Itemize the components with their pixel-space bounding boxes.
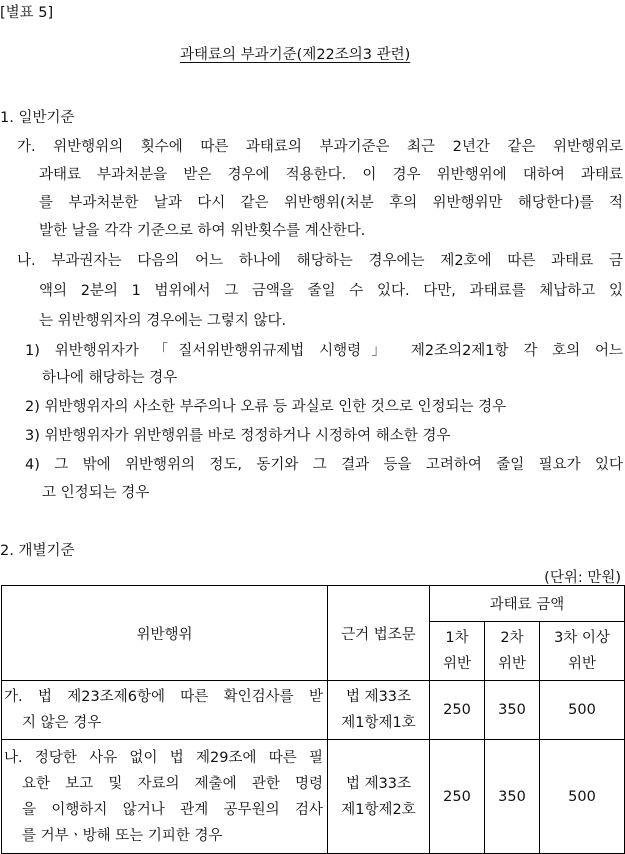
header-first-violation: 1차 위반 <box>430 622 485 681</box>
general-na-line: 액의 2분의 1 범위에서 그 금액을 줄일 수 있다. 다만, 과태료를 체납하고 있 <box>39 283 623 299</box>
basis-cell: 법 제33조 제1항제1호 <box>328 681 430 740</box>
reduction-item-1-cont: 하나에 해당하는 경우 <box>42 370 178 386</box>
fee-first-cell: 250 <box>430 740 485 854</box>
general-ga-line: 발한 날을 각각 기준으로 하여 위반횟수를 계산한다. <box>39 223 366 239</box>
reduction-item-4-cont: 고 인정되는 경우 <box>42 485 150 501</box>
fee-second-cell: 350 <box>485 681 540 740</box>
violation-cell: 가. 법 제23조제6항에 따른 확인검사를 받 지 않은 경우 <box>2 681 328 740</box>
general-ga-line: 가. 위반행위의 횟수에 따른 과태료의 부과기준은 최근 2년간 같은 위반행위로 <box>17 139 623 155</box>
table-row <box>2 740 625 854</box>
fee-third-cell: 500 <box>540 681 625 740</box>
header-basis: 근거 법조문 <box>328 586 430 681</box>
reduction-item-2: 2) 위반행위자의 사소한 부주의나 오류 등 과실로 인한 것으로 인정되는 경우 <box>25 399 507 415</box>
header-violation: 위반행위 <box>2 586 328 681</box>
general-na-line: 는 위반행위자의 경우에는 그렇지 않다. <box>39 313 287 329</box>
page-title: 과태료의 부과기준(제22조의3 관련) <box>180 47 411 63</box>
fee-first-cell: 250 <box>430 681 485 740</box>
reduction-item-4: 4) 그 밖에 위반행위의 정도, 동기와 그 결과 등을 고려하여 줄일 필요가 있다 <box>25 457 623 473</box>
fee-second-cell: 350 <box>485 740 540 854</box>
reduction-item-1: 1) 위반행위자가 「질서위반행위규제법 시행령」 제2조의2제1항 각 호의 어느 <box>25 343 623 359</box>
header-second-violation: 2차 위반 <box>485 622 540 681</box>
general-ga-line: 를 부과처분한 날과 다시 같은 위반행위(처분 후의 위반행위만 해당한다)를 적 <box>39 195 623 211</box>
fee-table <box>1 585 625 854</box>
reduction-item-3: 3) 위반행위자가 위반행위를 바로 정정하거나 시정하여 해소한 경우 <box>25 428 451 444</box>
violation-cell: 나. 정당한 사유 없이 법 제29조에 따른 필 요한 보고 및 자료의 제출에 관한 명령 을 이행하지 않거나 관계 공무원의 검사 를 거부ㆍ방해 또는 기피한 경우 <box>2 740 328 854</box>
basis-cell: 법 제33조 제1항제2호 <box>328 740 430 854</box>
general-ga-line: 과태료 부과처분을 받은 경우에 적용한다. 이 경우 위반행위에 대하여 과태료 <box>39 167 623 183</box>
annex-label: [별표 5] <box>0 5 54 21</box>
fee-third-cell: 500 <box>540 740 625 854</box>
general-na-line: 나. 부과권자는 다음의 어느 하나에 해당하는 경우에는 제2호에 따른 과태료 금 <box>17 253 623 269</box>
header-fee: 과태료 금액 <box>430 586 625 622</box>
header-third-violation: 3차 이상 위반 <box>540 622 625 681</box>
general-heading: 1. 일반기준 <box>0 110 75 126</box>
unit-label: (단위: 만원) <box>544 570 621 586</box>
individual-heading: 2. 개별기준 <box>0 543 75 559</box>
table-row <box>2 681 625 740</box>
